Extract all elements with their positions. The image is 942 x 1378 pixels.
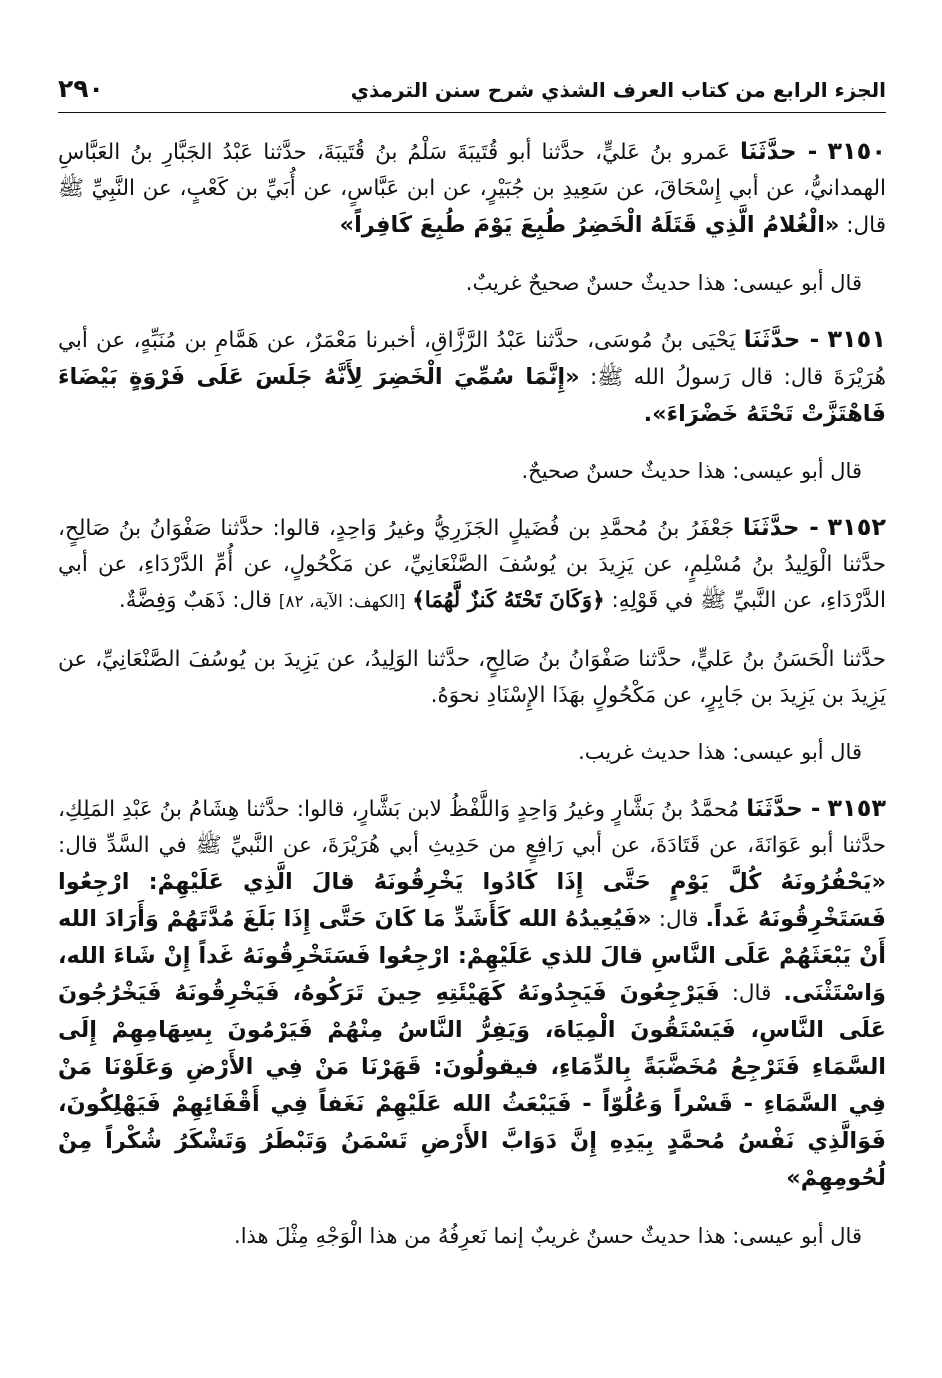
hadith-matn: فَيَرْجِعُونَ فَيَجِدُونَهُ كَهَيْئَتِهِ حِينَ تَرَكُوهُ، فَيَخْرِقُونَهُ فَيَخْرُجُونَ عَلَى النَّاسِ، فَيَسْتَقُونَ الْمِيَاهَ، وَيَفِرُّ النَّاسُ مِنْهُمْ فَيَرْمُونَ بِسِهَامِهِمْ إِلَى السَّمَاءِ فَتَرْجِعُ مُخَضَّبَةً بِالدِّمَاءِ، فيقولُونَ: قَهَرْنَا مَنْ فِي الأَرْضِ وَعَلَوْنَا مَنْ فِي السَّمَاءِ - قَسْراً وَعُلُوّاً - فَيَبْعَثُ الله عَلَيْهِمْ نَغَفاً فِي أَقْفَائِهِمْ فَيَهْلِكُونَ، فَوَالَّذِي نَفْسُ مُحمَّدٍ بِيَدِهِ إِنَّ دَوَابَّ الأَرْضِ تَسْمَنُ وَتَبْطَرُ وَتَشْكَرُ شُكْراً مِنْ لُحُومِهِمْ» [58,980,886,1191]
hadith-3150: ٣١٥٠ - حدَّثَنَا عَمرو بنُ عَليٍّ، حدَّثنا أبو قُتَيبَةَ سَلْمُ بنُ قُتَيبَةَ، حدَّثنا عَبْدُ الجَبَّارِ بنُ العَبَّاسِ الهمدانيُّ، عن أبي إِسْحَاقَ، عن سَعِيدِ بن جُبَيْرٍ، عن ابن عَبَّاسٍ، عن أُبَيِّ بن كَعْبٍ، عن النَّبِيِّ ﷺ قال: «الْغُلامُ الَّذِي قَتَلَهُ الْخَضِرُ طُبِعَ يَوْمَ طُبِعَ كَافِراً» [58,137,886,238]
hadith-isnad: جَعْفَرُ بنُ مُحمَّدِ بن فُضَيلٍ الجَزَرِيُّ وغيرُ وَاحِدٍ، قالوا: حدَّثنا صَفْوَانُ بنُ صَالِحٍ، حدَّثنا الْوَلِيدُ بنُ مُسْلِمٍ، عن يَزِيدَ بن يُوسُفَ الصَّنْعَانِيِّ، عن مَكْحُولٍ، عن أُمِّ الدَّرْدَاءِ، عن أبي الدَّرْدَاءِ، عن النَّبيِّ ﷺ في قَوْلِهِ: [58,516,886,613]
hadith-comment: قال أبو عيسى: هذا حديث غريب. [578,740,862,764]
hadith-3152: ٣١٥٢ - حدَّثَنَا جَعْفَرُ بنُ مُحمَّدِ بن فُضَيلٍ الجَزَرِيُّ وغيرُ وَاحِدٍ، قالوا: حدَّثنا صَفْوَانُ بنُ صَالِحٍ، حدَّثنا الْوَلِيدُ بنُ مُسْلِمٍ، عن يَزِيدَ بن يُوسُفَ الصَّنْعَانِيِّ، عن مَكْحُولٍ، عن أُمِّ الدَّرْدَاءِ، عن أبي الدَّرْدَاءِ، عن النَّبيِّ ﷺ في قَوْلِهِ: ﴿وَكَانَ تَحْتَهُ كَنزٌ لَّهُمَا﴾ [الكهف: الآية، ٨٢] قال: ذَهَبٌ وَفِضَّةٌ. [58,513,886,613]
hadith-matn: «إِنَّمَا سُمِّيَ الْخَضِرَ لِأَنَّهُ جَلَسَ عَلَى فَرْوَةٍ بَيْضَاءَ فَاهْتَزَّتْ تَحْتَهُ خَضْرَاءَ». [58,363,886,427]
hadith-matn: «الْغُلامُ الَّذِي قَتَلَهُ الْخَضِرُ طُبِعَ يَوْمَ طُبِعَ كَافِراً» [339,212,840,238]
hadith-opener: حدَّثَنَا [742,515,800,541]
hadith-number: ٣١٥٢ [827,513,886,541]
book-title: الجزء الرابع من كتاب العرف الشذي شرح سنن الترمذي [350,78,886,102]
hadith-matn: «يَحْفُرُونَهُ كُلَّ يَوْمٍ حَتَّى إِذَا كَادُوا يَخْرِقُونَهُ قالَ الَّذِي عَلَيْهِمْ: ارْجِعُوا فَسَتَخْرِقُونَهُ غَداً. [58,869,887,932]
hadith-isnad: يَحْيَى بنُ مُوسَى، حدَّثنا عَبْدُ الرَّزَّاقِ، أخبرنا مَعْمَرٌ، عن هَمَّامِ بن مُنَبِّهٍ، عن أبي هُرَيْرَةَ قال: قال رَسولُ الله ﷺ: [58,327,886,390]
hadith-number: ٣١٥٠ [827,137,886,165]
hadith-isnad: عَمرو بنُ عَليٍّ، حدَّثنا أبو قُتَيبَةَ سَلْمُ بنُ قُتَيبَةَ، حدَّثنا عَبْدُ الجَبَّارِ بنُ العَبَّاسِ الهمدانيُّ، عن أبي إِسْحَاقَ، عن سَعِيدِ بن جُبَيْرٍ، عن ابن عَبَّاسٍ، عن أُبَيِّ بن كَعْبٍ، عن النَّبِيِّ ﷺ قال: [58,140,886,238]
hadith-opener: حدَّثَنَا [746,796,803,822]
hadith-comment: قال أبو عيسى: هذا حديثٌ حسنٌ صحيحٌ غريبٌ. [465,270,862,295]
hadith-opener: حدَّثَنَا [740,139,797,165]
hadith-number: ٣١٥٣ [827,794,886,822]
hadith-answer: قال: ذَهَبٌ وَفِضَّةٌ. [118,588,272,613]
hadith-matn: «فَيُعِيدُهُ الله كَأَشَدِّ مَا كَانَ حَتَّى إِذَا بَلَغَ مُدَّتَهُمْ وَأَرَادَ الله أَنْ يَبْعَثَهُمْ عَلَى النَّاسِ قالَ للذي عَلَيْهِمْ: ارْجِعُوا فَسَتَخْرِقُونَهُ غَداً إِنْ شَاءَ الله، وَاسْتَثْنَى. [58,906,887,1006]
hadith-qala: قال: [658,907,699,932]
hadith-isnad: مُحمَّدُ بنُ بَشَّارٍ وغيرُ وَاحِدٍ وَاللَّفْظُ لابن بَشَّارٍ، قالوا: حدَّثنا هِشَامُ بنُ عَبْدِ المَلِكِ، حدَّثنا أبو عَوَانَةَ، عن قَتَادَةَ، عن أبي رَافِعٍ من حَدِيثِ أبي هُرَيْرَةَ، عن النَّبيِّ ﷺ في السَّدِّ قال: [58,797,886,858]
hadith-comment: قال أبو عيسى: هذا حديثٌ حسنٌ غريبٌ إنما نَعرِفُهُ من هذا الْوَجْهِ مِثْلَ هذا. [234,1223,862,1248]
quran-reference: [الكهف: الآية، ٨٢] [278,592,406,612]
hadith-second-chain: حدَّثنا الْحَسَنُ بنُ عَليٍّ، حدَّثنا صَفْوَانُ بنُ صَالِحٍ، حدَّثنا الوَلِيدُ، عن يَزِيدَ بن يُوسُفَ الصَّنْعَانِيِّ، عن يَزِيدَ بن يَزِيدَ بن جَابِرٍ، عن مَكْحُولٍ بهَذَا الإِسْنَادِ نحوَهُ. [58,646,886,708]
quran-verse: ﴿وَكَانَ تَحْتَهُ كَنزٌ لَّهُمَا﴾ [412,588,605,613]
hadith-3151: ٣١٥١ - حدَّثَنَا يَحْيَى بنُ مُوسَى، حدَّثنا عَبْدُ الرَّزَّاقِ، أخبرنا مَعْمَرٌ، عن هَمَّامِ بن مُنَبِّهٍ، عن أبي هُرَيْرَةَ قال: قال رَسولُ الله ﷺ: «إِنَّمَا سُمِّيَ الْخَضِرَ لِأَنَّهُ جَلَسَ عَلَى فَرْوَةٍ بَيْضَاءَ فَاهْتَزَّتْ تَحْتَهُ خَضْرَاءَ». [58,324,886,427]
hadith-opener: حدَّثَنَا [743,326,801,353]
running-header [58,60,886,113]
book-page [58,60,886,1360]
hadith-3153: ٣١٥٣ - حدَّثَنَا مُحمَّدُ بنُ بَشَّارٍ وغيرُ وَاحِدٍ وَاللَّفْظُ لابن بَشَّارٍ، قالوا: حدَّثنا هِشَامُ بنُ عَبْدِ المَلِكِ، حدَّثنا أبو عَوَانَةَ، عن قَتَادَةَ، عن أبي رَافِعٍ من حَدِيثِ أبي هُرَيْرَةَ، عن النَّبيِّ ﷺ في السَّدِّ قال: «يَحْفُرُونَهُ كُلَّ يَوْمٍ حَتَّى إِذَا كَادُوا يَخْرِقُونَهُ قالَ الَّذِي عَلَيْهِمْ: ارْجِعُوا فَسَتَخْرِقُونَهُ غَداً. قال: «فَيُعِيدُهُ الله كَأَشَدِّ مَا كَانَ حَتَّى إِذَا بَلَغَ مُدَّتَهُمْ وَأَرَادَ الله أَنْ يَبْعَثَهُمْ عَلَى النَّاسِ قالَ للذي عَلَيْهِمْ: ارْجِعُوا فَسَتَخْرِقُونَهُ غَداً إِنْ شَاءَ الله، وَاسْتَثْنَى. قال: فَيَرْجِعُونَ فَيَجِدُونَهُ كَهَيْئَتِهِ حِينَ تَرَكُوهُ، فَيَخْرِقُونَهُ فَيَخْرُجُونَ عَلَى النَّاسِ، فَيَسْتَقُونَ الْمِيَاهَ، وَيَفِرُّ النَّاسُ مِنْهُمْ فَيَرْمُونَ بِسِهَامِهِمْ إِلَى السَّمَاءِ فَتَرْجِعُ مُخَضَّبَةً بِالدِّمَاءِ، فيقولُونَ: قَهَرْنَا مَنْ فِي الأَرْضِ وَعَلَوْنَا مَنْ فِي السَّمَاءِ - قَسْراً وَعُلُوّاً - فَيَبْعَثُ الله عَلَيْهِمْ نَغَفاً فِي أَقْفَائِهِمْ فَيَهْلِكُونَ، فَوَالَّذِي نَفْسُ مُحمَّدٍ بِيَدِهِ إِنَّ دَوَابَّ الأَرْضِ تَسْمَنُ وَتَبْطَرُ وَتَشْكَرُ شُكْراً مِنْ لُحُومِهِمْ» [58,794,887,1191]
hadith-number: ٣١٥١ [827,324,886,353]
page-number: ٢٩٠ [58,74,104,103]
hadith-qala: قال: [731,981,772,1006]
hadith-comment: قال أبو عيسى: هذا حديثٌ حسنٌ صحيحٌ. [521,459,862,483]
